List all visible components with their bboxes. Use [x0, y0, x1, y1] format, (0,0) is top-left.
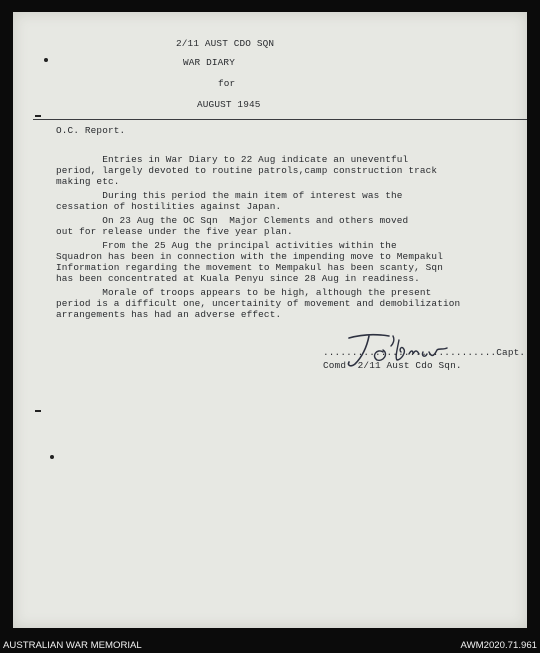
document-page	[13, 12, 527, 628]
report-label: O.C. Report.	[56, 125, 126, 136]
body-line: Squadron has been in connection with the impending move to Mempakul	[56, 251, 443, 262]
header-rule	[33, 119, 527, 120]
body-line: arrangements has had an adverse effect.	[56, 309, 282, 320]
body-line: cessation of hostilities against Japan.	[56, 201, 282, 212]
margin-mark	[35, 115, 41, 117]
body-line: Entries in War Diary to 22 Aug indicate an uneventful	[56, 154, 409, 165]
body-line: Morale of troops appears to be high, although the present	[56, 287, 432, 298]
body-line: out for release under the five year plan.	[56, 226, 293, 237]
body-line: period is a difficult one, uncertainity of movement and demobilization	[56, 298, 461, 309]
body-line: During this period the main item of interest was the	[56, 190, 403, 201]
body-line: Information regarding the movement to Mempakul has been scanty, Sqn	[56, 262, 443, 273]
signature-line: ..............................Capt.	[323, 347, 526, 358]
month-heading: AUGUST 1945	[197, 99, 261, 110]
margin-mark	[35, 410, 41, 412]
footer-right: AWM2020.71.961	[460, 640, 537, 651]
unit-heading: 2/11 AUST CDO SQN	[176, 38, 275, 49]
body-line: On 23 Aug the OC Sqn Major Clements and others moved	[56, 215, 409, 226]
signature-designation: Comd 2/11 Aust Cdo Sqn.	[323, 360, 462, 371]
footer-left: AUSTRALIAN WAR MEMORIAL	[3, 640, 142, 651]
for-label: for	[218, 78, 236, 89]
diary-title: WAR DIARY	[183, 57, 235, 68]
body-line: From the 25 Aug the principal activities within the	[56, 240, 397, 251]
body-line: making etc.	[56, 176, 120, 187]
body-line: period, largely devoted to routine patrols,camp construction track	[56, 165, 438, 176]
punch-mark	[50, 455, 54, 459]
body-line: has been concentrated at Kuala Penyu since 28 Aug in readiness.	[56, 273, 420, 284]
punch-mark	[44, 58, 48, 62]
